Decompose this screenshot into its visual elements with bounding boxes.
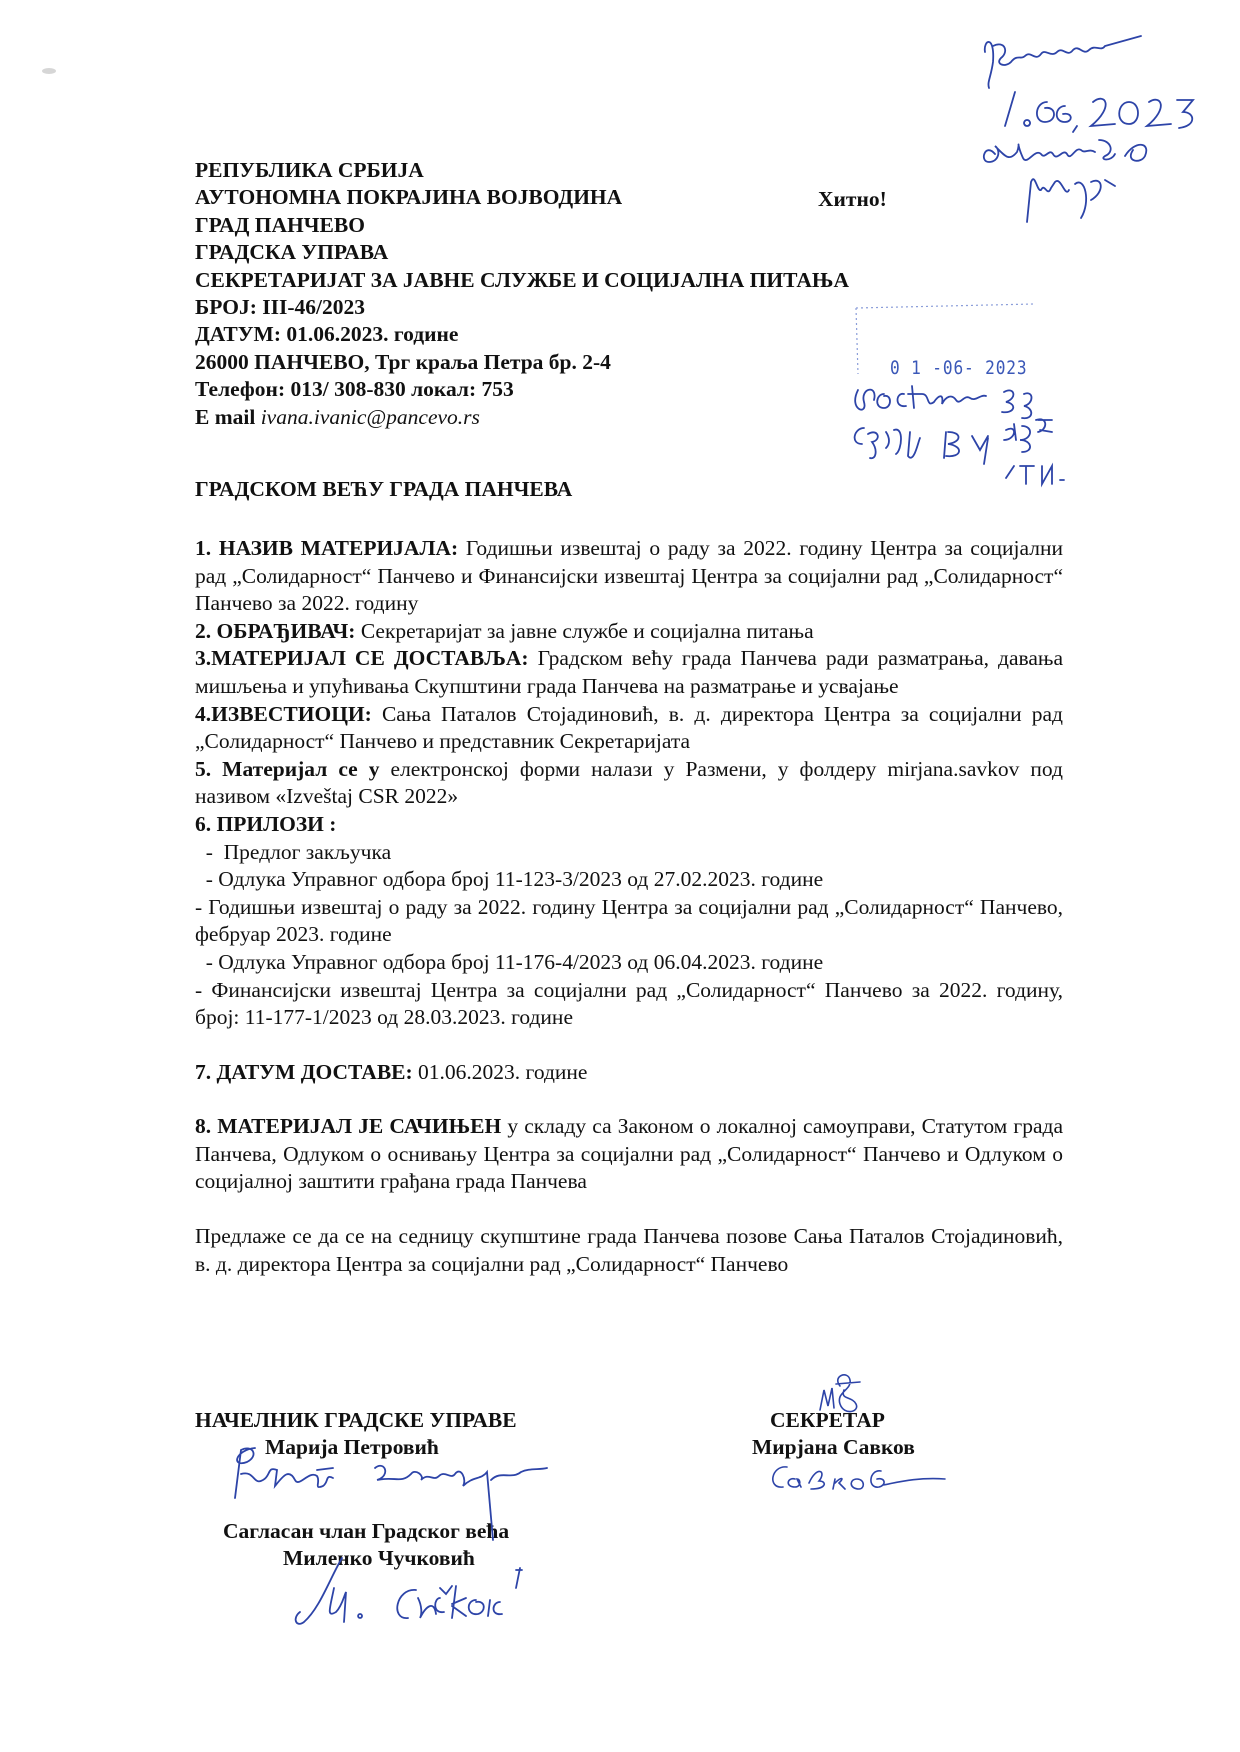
email-address[interactable]: ivana.ivanic@pancevo.rs	[260, 404, 480, 429]
item-text: Сања Паталов Стојадиновић, в. д. директора Центра за социјални рад „Солидарност“ Панчево и представник Секретаријата	[195, 701, 1063, 754]
letterhead	[195, 157, 849, 431]
email-label: E mail	[195, 404, 261, 429]
item-text: 01.06.2023. године	[412, 1059, 588, 1084]
attachments-list	[195, 839, 1063, 1032]
signatory-title: НАЧЕЛНИК ГРАДСКЕ УПРАВЕ	[195, 1408, 517, 1432]
council-member-name: Миленко Чучковић	[283, 1546, 475, 1570]
header-line: РЕПУБЛИКА СРБИЈА	[195, 158, 424, 182]
item-delivered-to	[195, 645, 1063, 700]
document-body	[195, 535, 1063, 1278]
council-member-title: Сагласан члан Градског већа	[223, 1519, 510, 1543]
attachments-heading: 6. ПРИЛОЗИ :	[195, 811, 337, 836]
attachment-item: - Годишњи извештај о раду за 2022. годину Центра за социјални рад „Солидарност“ Панчево, фебруар 2023. године	[195, 894, 1063, 947]
item-label: 5. Материјал се у	[195, 756, 380, 781]
signature-petrovic	[225, 1440, 585, 1550]
urgent-mark: Хитно!	[818, 187, 887, 211]
item-electronic-form	[195, 756, 1063, 811]
item-label: 3.МАТЕРИЈАЛ СЕ ДОСТАВЉА:	[195, 646, 529, 671]
handwritten-receipt-note	[965, 22, 1215, 232]
signature-savkov	[765, 1455, 985, 1505]
proposal-text: Предлаже се да се на седницу скупштине града Панчева позове Сања Паталов Стојадиновић, в. д. директора Центра за социјални рад „Солидарност“ Панчево	[195, 1224, 1063, 1276]
document-date: ДАТУМ: 01.06.2023. године	[195, 322, 459, 347]
signature-cuckovic	[290, 1548, 550, 1638]
secretary-title: СЕКРЕТАР	[770, 1408, 885, 1432]
header-line: ГРАД ПАНЧЕВО	[195, 212, 365, 237]
header-line: АУТОНОМНА ПОКРАЈИНА ВОЈВОДИНА	[195, 185, 623, 210]
item-label: 2. ОБРАЂИВАЧ:	[195, 618, 356, 643]
stamp-date: 0 1 -06- 2023	[890, 357, 1028, 379]
item-reporters	[195, 701, 1063, 756]
item-text: електронској форми налази у Размени, у фолдеру mirjana.savkov под називом «Izveštaj CSR 2022»	[195, 756, 1064, 809]
item-label: 1. НАЗИВ МАТЕРИЈАЛА:	[195, 536, 459, 560]
item-text: Годишњи извештај о раду за 2022. годину Центра за социјални рад „Солидарност“ Панчево и Финансијски извештај Центра за социјални рад „Солидарност“ Панчево за 2022. годину	[195, 536, 1063, 616]
addressee: ГРАДСКОМ ВЕЋУ ГРАДА ПАНЧЕВА	[195, 477, 573, 501]
secretary-name: Мирјана Савков	[752, 1435, 915, 1459]
attachment-item: - Предлог закључка	[195, 839, 392, 864]
scan-artifact	[42, 68, 56, 74]
item-text: у складу са Законом о локалној самоуправи, Статутом града Панчева, Одлуком о оснивању Центра за социјални рад „Солидарност“ Панчево и Одлуком о социјалној заштити грађана града Панчева	[195, 1114, 1063, 1194]
item-text: Секретаријат за јавне службе и социјална питања	[355, 618, 814, 643]
email-line	[195, 404, 849, 431]
attachment-item: - Одлука Управног одбора број 11-176-4/2023 од 06.04.2023. године	[195, 949, 824, 974]
handwritten-stamp-note	[838, 380, 1088, 490]
item-label: 7. ДАТУМ ДОСТАВЕ:	[195, 1059, 413, 1084]
item-label: 8. МАТЕРИЈАЛ ЈЕ САЧИЊЕН	[195, 1114, 502, 1139]
address: 26000 ПАНЧЕВО, Трг краља Петра бр. 2-4	[195, 349, 611, 374]
header-line: ГРАДСКА УПРАВА	[195, 240, 389, 265]
item-preparer	[195, 618, 1063, 646]
compliance-statement	[195, 1113, 1063, 1196]
header-line: СЕКРЕТАРИЈАТ ЗА ЈАВНЕ СЛУЖБЕ И СОЦИЈАЛНА ПИТАЊА	[195, 267, 849, 292]
initials-secretary	[770, 1370, 870, 1430]
item-material-title	[195, 535, 1063, 618]
signatory-name: Марија Петровић	[265, 1435, 439, 1459]
delivery-date	[195, 1059, 1063, 1087]
item-label: 4.ИЗВЕСТИОЦИ:	[195, 701, 372, 726]
phone: Телефон: 013/ 308-830 локал: 753	[195, 377, 514, 402]
document-number: БРОЈ: III-46/2023	[195, 295, 365, 320]
item-text: Градском већу града Панчева ради разматрања, давања мишљења и упућивања Скупштини града Панчева на разматрање и усвајање	[195, 646, 1064, 698]
attachment-item: - Одлука Управног одбора број 11-123-3/2023 од 27.02.2023. године	[195, 867, 824, 892]
attachment-item: - Финансијски извештај Центра за социјални рад „Солидарност“ Панчево за 2022. годину, број: 11-177-1/2023 од 28.03.2023. године	[195, 977, 1063, 1030]
